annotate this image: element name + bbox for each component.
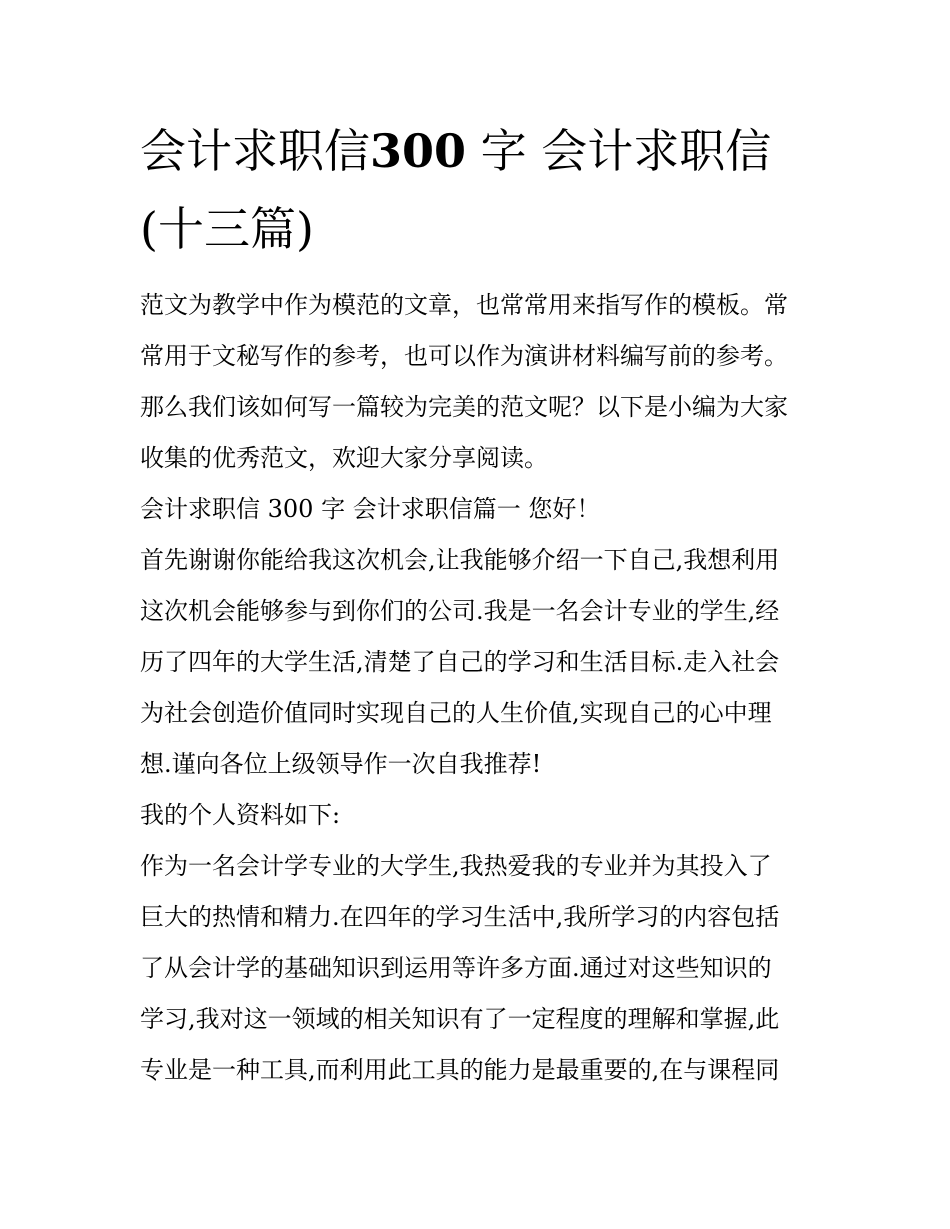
body-line: 这次机会能够参与到你们的公司.我是一名会计专业的学生,经 — [140, 597, 780, 625]
title-text-part2: 字 会计求职信 — [466, 124, 772, 178]
title-line2: (十三篇) — [140, 202, 314, 256]
body-line: 会计求职信 300 字 会计求职信篇一 您好！ — [140, 495, 601, 523]
document-content — [140, 112, 820, 1096]
body-line: 常用于文秘写作的参考，也可以作为演讲材料编写前的参考。 — [140, 342, 788, 370]
body-line: 为社会创造价值同时实现自己的人生价值,实现自己的心中理 — [140, 699, 772, 727]
title-text-part1: 会计求职信 — [140, 124, 370, 178]
body-line: 巨大的热情和精力.在四年的学习生活中,我所学习的内容包括 — [140, 903, 780, 931]
body-line: 了从会计学的基础知识到运用等许多方面.通过对这些知识的 — [140, 954, 772, 982]
body-line: 收集的优秀范文，欢迎大家分享阅读。 — [140, 444, 548, 472]
title-number: 300 — [370, 124, 467, 178]
body-line: 我的个人资料如下: — [140, 801, 341, 829]
body-line: 那么我们该如何写一篇较为完美的范文呢？以下是小编为大家 — [140, 393, 788, 421]
body-line: 作为一名会计学专业的大学生,我热爱我的专业并为其投入了 — [140, 852, 772, 880]
body-line: 首先谢谢你能给我这次机会,让我能够介绍一下自己,我想利用 — [140, 546, 780, 574]
document-title — [140, 112, 820, 268]
body-line: 范文为教学中作为模范的文章，也常常用来指写作的模板。常 — [140, 291, 788, 319]
body-line: 想.谨向各位上级领导作一次自我推荐! — [140, 750, 542, 778]
body-line: 学习,我对这一领域的相关知识有了一定程度的理解和掌握,此 — [140, 1005, 780, 1033]
document-body — [140, 280, 820, 1096]
body-line: 专业是一种工具,而利用此工具的能力是最重要的,在与课程同 — [140, 1056, 780, 1084]
body-line: 历了四年的大学生活,清楚了自己的学习和生活目标.走入社会 — [140, 648, 780, 676]
